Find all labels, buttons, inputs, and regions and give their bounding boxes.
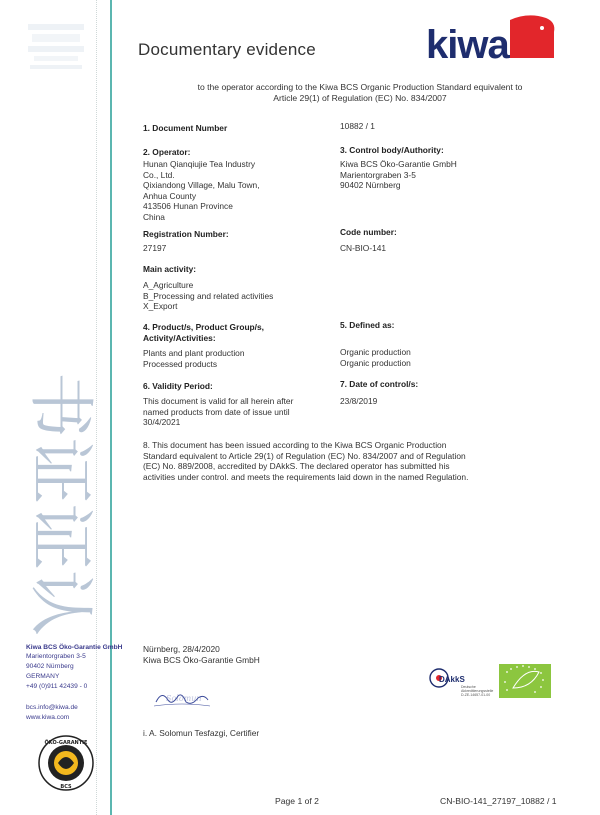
signature-text: Solomun — [166, 694, 202, 703]
main-activity-block — [143, 280, 273, 312]
stamp-bottom-text: BCS — [60, 784, 72, 790]
operator-line: China — [143, 211, 165, 222]
signoff-company: Kiwa BCS Öko-Garantie GmbH — [143, 655, 260, 665]
main-activity-label: Main activity: — [143, 264, 197, 274]
control-date-value: 23/8/2019 — [340, 396, 378, 406]
watermark-logo-icon — [26, 20, 86, 75]
product-label-line: Activity/Activities: — [143, 332, 216, 343]
defined-line: Organic production — [340, 347, 411, 357]
stamp-top-text: ÖKO-GARANTIE — [44, 740, 88, 746]
certification-logos — [427, 662, 557, 702]
subtitle — [125, 82, 595, 103]
sidebar-address-country: GERMANY — [26, 673, 60, 680]
eu-organic-leaf-icon — [499, 664, 551, 698]
defined-line: Organic production — [340, 357, 411, 368]
product-label-line: 4. Product/s, Product Group/s, — [143, 322, 264, 332]
section-8-line: (EC) No. 889/2008, accredited by DAkkS. The declared operator has submitted his — [143, 461, 450, 471]
kiwa-logo-icon — [418, 10, 560, 70]
operator-line: 413506 Hunan Province — [143, 201, 233, 211]
product-line: Plants and plant production — [143, 348, 245, 358]
footer-page-number: Page 1 of 2 — [275, 796, 319, 806]
section-8-text — [143, 440, 503, 482]
product-block — [143, 348, 245, 369]
validity-block — [143, 396, 293, 428]
sidebar-address-email[interactable]: bcs.info@kiwa.de — [26, 704, 78, 711]
sidebar-teal-line — [110, 0, 112, 815]
kiwa-logo-text: kiwa — [426, 23, 509, 67]
chinese-char: 证 — [22, 504, 99, 570]
section-8-line: Standard equivalent to Article 29(1) of Regulation (EC) No. 834/2007 and of Regulation — [143, 450, 466, 461]
validity-line: This document is valid for all herein after — [143, 396, 294, 406]
doc-number-label: 1. Document Number — [143, 123, 228, 133]
operator-line: Hunan Qianqiujie Tea Industry — [143, 159, 256, 169]
chinese-char: 证 — [22, 438, 99, 504]
product-line: Processed products — [143, 358, 218, 369]
code-number-value: CN-BIO-141 — [340, 243, 387, 253]
code-number-label: Code number: — [340, 227, 397, 237]
chinese-char: 认 — [22, 570, 99, 636]
chinese-char: 书 — [22, 372, 99, 438]
control-date-label: 7. Date of control/s: — [340, 379, 419, 389]
section-8-line: 8. This document has been issued according to the Kiwa BCS Organic Production — [143, 440, 447, 450]
dakks-sub3: D-ZE-14657-01-00 — [461, 693, 491, 697]
dakks-sub1: Deutsche — [461, 685, 476, 689]
doc-number-value: 10882 / 1 — [340, 121, 375, 131]
activity-line: B_Processing and related activities — [143, 290, 274, 301]
subtitle-line: Article 29(1) of Regulation (EC) No. 834/2007 — [273, 92, 447, 103]
validity-line: named products from date of issue until — [143, 406, 290, 417]
sidebar-address-web[interactable]: www.kiwa.com — [26, 714, 70, 721]
product-label — [143, 322, 264, 343]
footer-reference: CN-BIO-141_27197_10882 / 1 — [440, 796, 557, 806]
section-8-line: activities under control. and meets the requirements laid down in the named Regulation. — [143, 471, 469, 482]
subtitle-line: to the operator according to the Kiwa BCS Organic Production Standard equivalent to — [197, 82, 523, 92]
control-line: 90402 Nürnberg — [340, 180, 401, 190]
operator-line: Co., Ltd. — [143, 169, 175, 180]
control-body-block — [340, 159, 457, 191]
operator-line: Anhua County — [143, 190, 197, 201]
oko-garantie-stamp-icon — [38, 735, 94, 791]
sidebar-address-company: Kiwa BCS Öko-Garantie GmbH — [26, 644, 123, 651]
control-body-label: 3. Control body/Authority: — [340, 145, 444, 155]
registration-label: Registration Number: — [143, 229, 229, 239]
chinese-watermark-text — [20, 372, 100, 636]
signoff-signer: i. A. Solomun Tesfazgi, Certifier — [143, 728, 260, 738]
operator-line: Qixiandong Village, Malu Town, — [143, 180, 260, 190]
validity-line: 30/4/2021 — [143, 417, 181, 427]
dakks-sub2: Akkreditierungsstelle — [461, 689, 494, 693]
operator-block — [143, 159, 260, 222]
page-title: Documentary evidence — [138, 40, 316, 59]
operator-label: 2. Operator: — [143, 147, 191, 157]
validity-label: 6. Validity Period: — [143, 381, 213, 391]
activity-line: A_Agriculture — [143, 280, 194, 290]
defined-as-block — [340, 347, 411, 368]
activity-line: X_Export — [143, 301, 178, 311]
sidebar-address-city: 90402 Nürnberg — [26, 663, 74, 670]
registration-value: 27197 — [143, 243, 167, 253]
control-line: Marientorgraben 3-5 — [340, 169, 416, 180]
dakks-logo-text: DAkkS — [439, 675, 465, 684]
control-line: Kiwa BCS Öko-Garantie GmbH — [340, 159, 457, 169]
signoff-place-date: Nürnberg, 28/4/2020 — [143, 644, 220, 654]
sidebar-address-street: Marientorgraben 3-5 — [26, 653, 86, 660]
signature-icon — [152, 688, 212, 710]
sidebar-address-phone: +49 (0)911 42439 - 0 — [26, 683, 88, 690]
defined-as-label: 5. Defined as: — [340, 320, 395, 330]
